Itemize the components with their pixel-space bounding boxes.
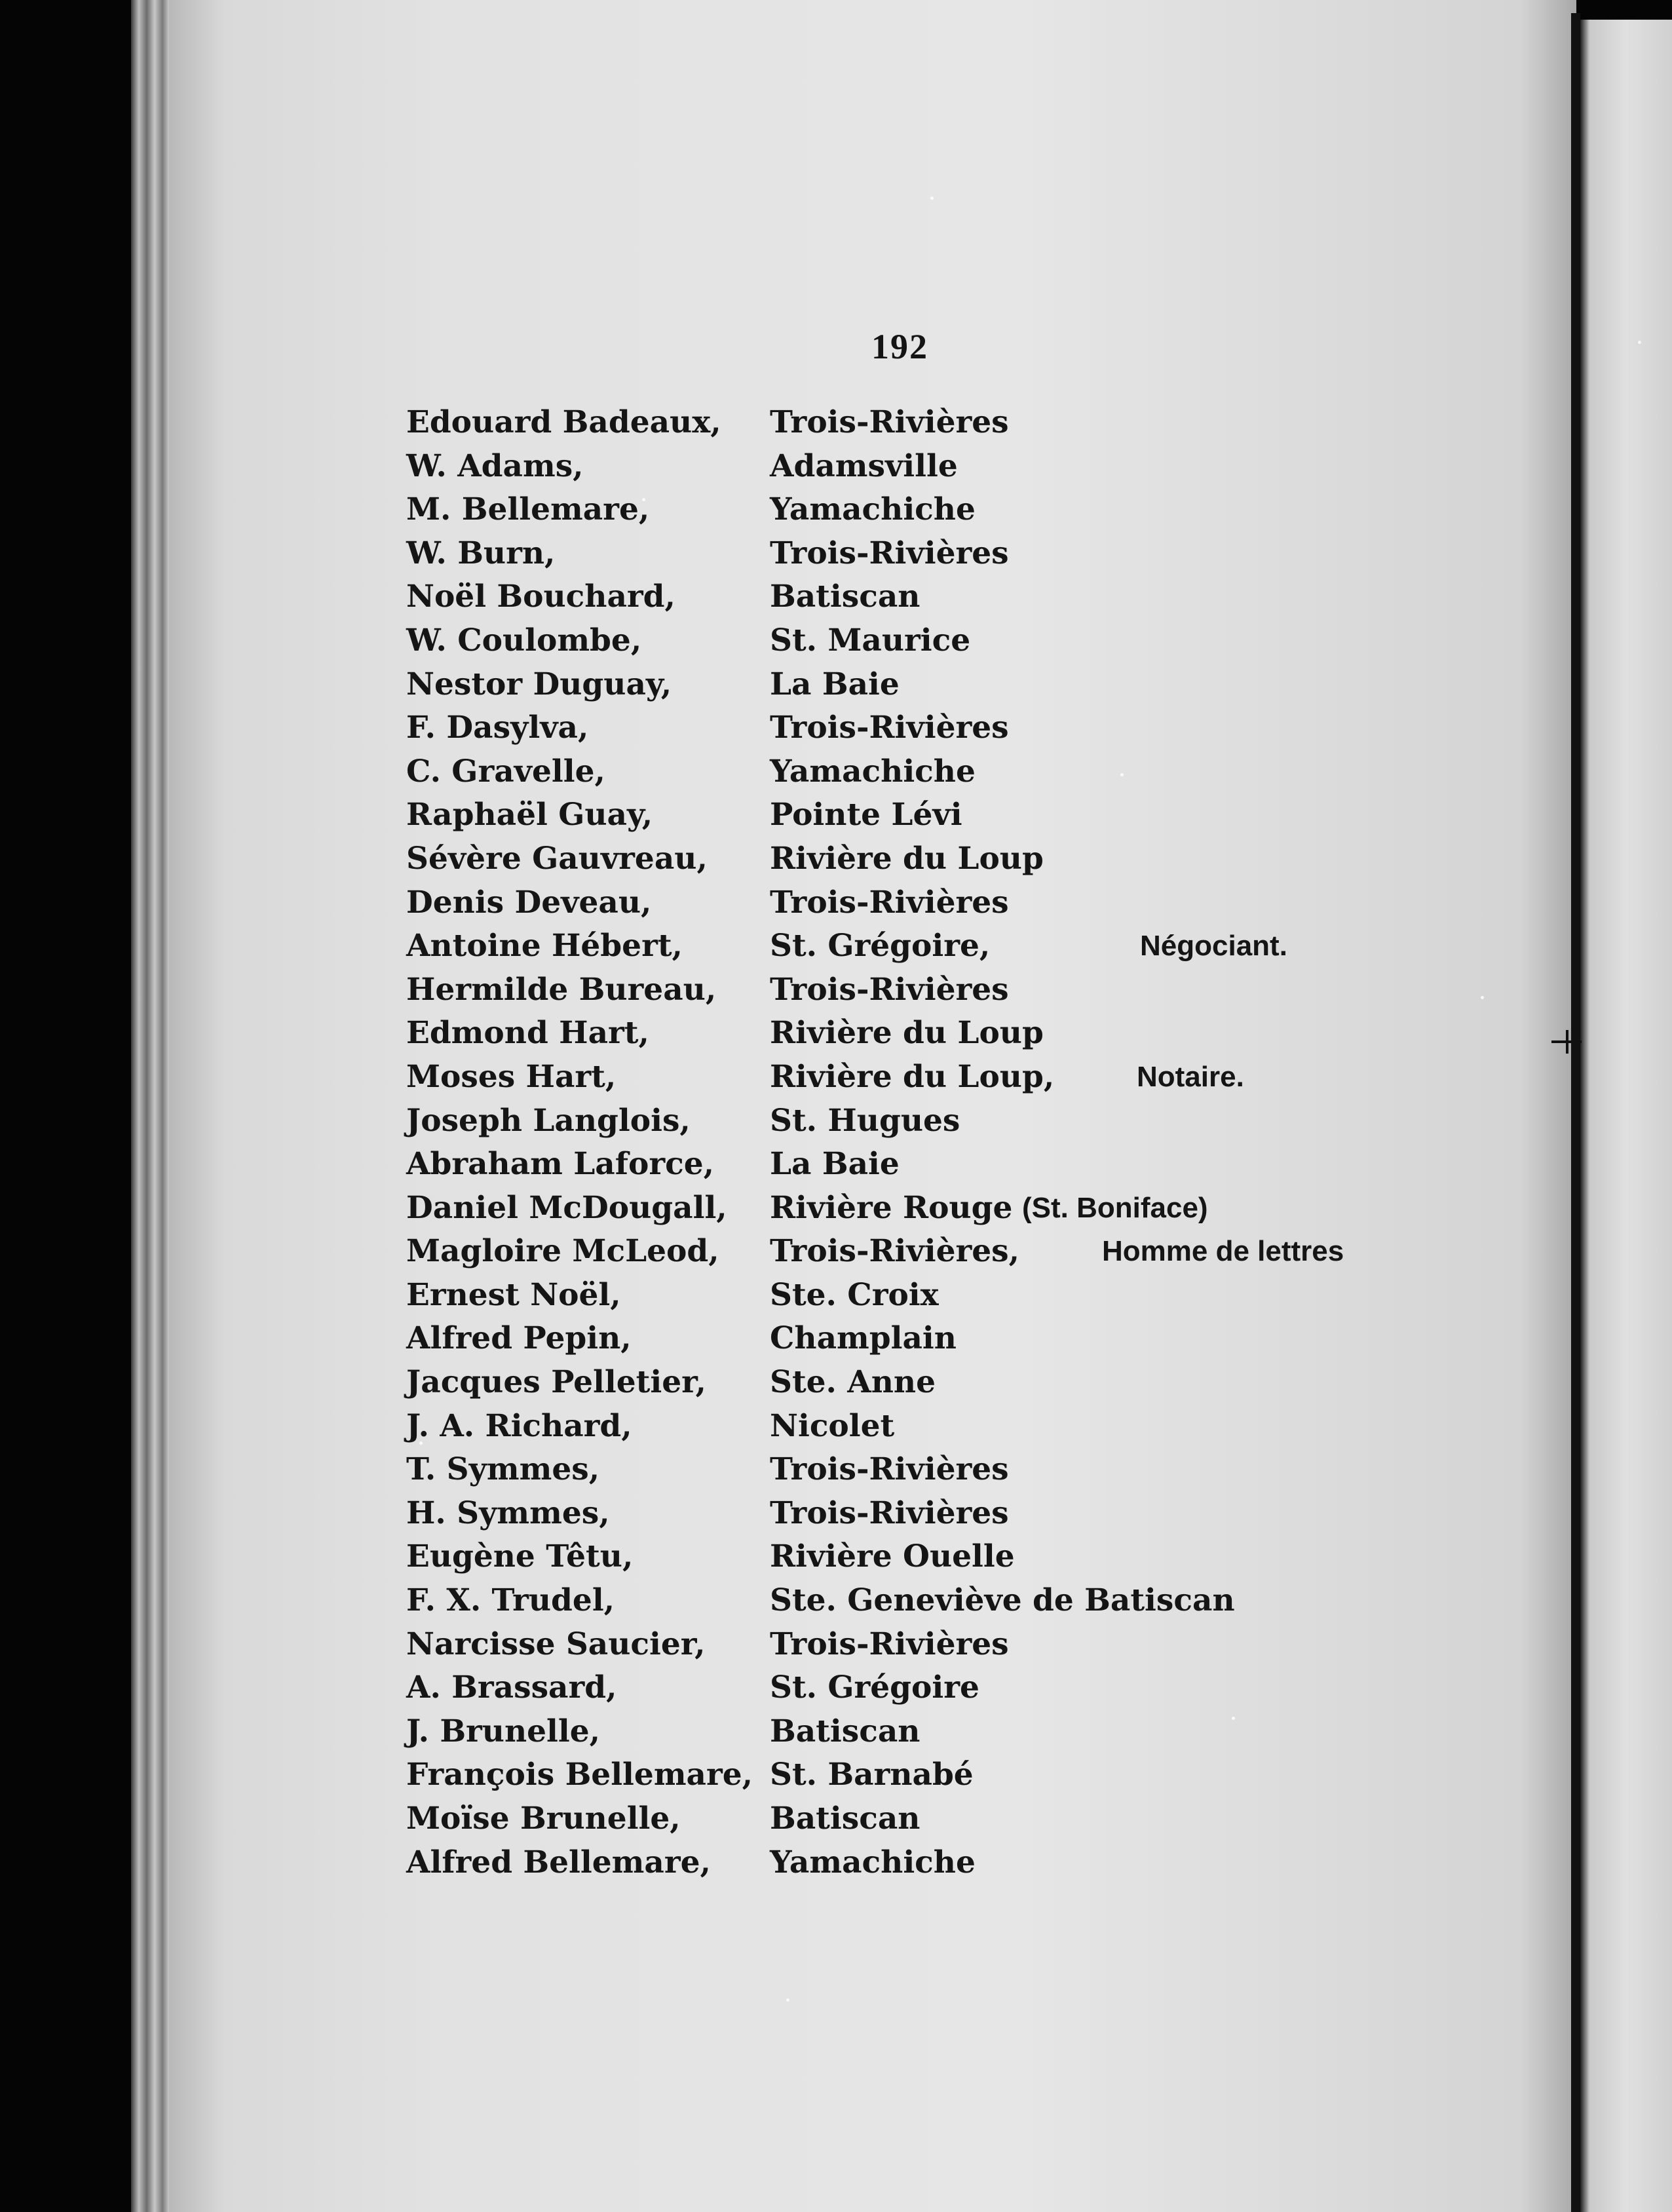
list-item bbox=[393, 1579, 1441, 1623]
person-name: Alfred Pepin, bbox=[406, 1320, 632, 1357]
list-item bbox=[393, 401, 1441, 445]
list-item bbox=[393, 1492, 1441, 1536]
residence-place: Trois-Rivières bbox=[770, 404, 1009, 440]
person-name: Jacques Pelletier, bbox=[406, 1364, 706, 1401]
person-name: Noël Bouchard, bbox=[406, 579, 675, 615]
person-name: Joseph Langlois, bbox=[406, 1102, 691, 1139]
person-name: Daniel McDougall, bbox=[406, 1189, 727, 1226]
list-item bbox=[393, 1056, 1441, 1099]
list-item bbox=[393, 1797, 1441, 1841]
residence-place: Trois-Rivières, bbox=[770, 1233, 1019, 1270]
residence-place: Trois-Rivières bbox=[770, 1626, 1009, 1662]
person-name: T. Symmes, bbox=[406, 1451, 600, 1488]
person-name: Moses Hart, bbox=[406, 1058, 617, 1095]
person-name: Alfred Bellemare, bbox=[406, 1844, 711, 1880]
residence-place: Rivière du Loup, bbox=[770, 1058, 1055, 1095]
list-item bbox=[393, 1841, 1441, 1885]
occupation-note: (St. Boniface) bbox=[1022, 1191, 1208, 1224]
person-name: W. Burn, bbox=[406, 535, 556, 571]
list-item bbox=[393, 925, 1441, 968]
list-item bbox=[393, 793, 1441, 837]
person-name: H. Symmes, bbox=[406, 1495, 610, 1531]
person-name: Moïse Brunelle, bbox=[406, 1801, 681, 1837]
residence-place: La Baie bbox=[770, 666, 900, 702]
person-name: Ernest Noël, bbox=[406, 1276, 621, 1313]
occupation-note: Négociant. bbox=[1140, 930, 1287, 963]
person-name: Magloire McLeod, bbox=[406, 1233, 719, 1270]
person-name: Hermilde Bureau, bbox=[406, 971, 717, 1008]
person-name: J. Brunelle, bbox=[406, 1713, 601, 1749]
person-name: A. Brassard, bbox=[406, 1669, 617, 1706]
residence-place: Trois-Rivières bbox=[770, 535, 1009, 571]
residence-place: Champlain bbox=[770, 1320, 957, 1357]
list-item bbox=[393, 619, 1441, 663]
list-item bbox=[393, 1448, 1441, 1492]
margin-tick-mark-vertical bbox=[1566, 1030, 1568, 1054]
list-item bbox=[393, 968, 1441, 1012]
list-item bbox=[393, 445, 1441, 489]
person-name: Abraham Laforce, bbox=[406, 1146, 714, 1183]
residence-place: Rivière Rouge bbox=[770, 1189, 1013, 1226]
residence-place: Yamachiche bbox=[770, 491, 976, 528]
residence-place: Ste. Anne bbox=[770, 1364, 936, 1401]
person-name: Edouard Badeaux, bbox=[406, 404, 721, 440]
list-item bbox=[393, 1753, 1441, 1797]
residence-place: La Baie bbox=[770, 1146, 900, 1183]
residence-place: Rivière du Loup bbox=[770, 840, 1044, 877]
list-item bbox=[393, 837, 1441, 881]
residence-place: Yamachiche bbox=[770, 1844, 976, 1880]
list-item bbox=[393, 1405, 1441, 1449]
person-name: Sévère Gauvreau, bbox=[406, 840, 708, 877]
person-name: Narcisse Saucier, bbox=[406, 1626, 706, 1662]
list-item bbox=[393, 1012, 1441, 1056]
list-item bbox=[393, 881, 1441, 925]
person-name: Eugène Têtu, bbox=[406, 1538, 634, 1575]
person-name: C. Gravelle, bbox=[406, 753, 605, 790]
list-item bbox=[393, 706, 1441, 750]
residence-place: St. Grégoire bbox=[770, 1669, 979, 1706]
list-item bbox=[393, 1535, 1441, 1579]
book-spine bbox=[131, 0, 170, 2212]
occupation-note: Homme de lettres bbox=[1102, 1235, 1344, 1268]
page-number: 192 bbox=[871, 327, 928, 366]
person-name: F. X. Trudel, bbox=[406, 1582, 615, 1619]
list-item bbox=[393, 1099, 1441, 1143]
residence-place: Yamachiche bbox=[770, 753, 976, 790]
page-gutter-divider bbox=[1571, 13, 1580, 2212]
list-item bbox=[393, 532, 1441, 576]
occupation-note: Notaire. bbox=[1137, 1060, 1244, 1093]
residence-place: Rivière du Loup bbox=[770, 1015, 1044, 1052]
residence-place: St. Hugues bbox=[770, 1102, 960, 1139]
person-name: Denis Deveau, bbox=[406, 884, 652, 921]
residence-place: Trois-Rivières bbox=[770, 1495, 1009, 1531]
list-item bbox=[393, 1187, 1441, 1230]
list-item bbox=[393, 1623, 1441, 1667]
person-name: M. Bellemare, bbox=[406, 491, 650, 528]
list-item bbox=[393, 1230, 1441, 1274]
residence-place: Adamsville bbox=[770, 448, 958, 484]
residence-place: St. Grégoire, bbox=[770, 928, 991, 964]
residence-place: Batiscan bbox=[770, 1713, 921, 1749]
residence-place: St. Maurice bbox=[770, 622, 971, 658]
person-name: W. Adams, bbox=[406, 448, 584, 484]
residence-place: Batiscan bbox=[770, 579, 921, 615]
names-places-list bbox=[393, 401, 1441, 1884]
list-item bbox=[393, 1274, 1441, 1318]
residence-place: Pointe Lévi bbox=[770, 797, 962, 833]
person-name: J. A. Richard, bbox=[406, 1407, 632, 1444]
person-name: F. Dasylva, bbox=[406, 710, 589, 746]
residence-place: Batiscan bbox=[770, 1801, 921, 1837]
residence-place: Trois-Rivières bbox=[770, 884, 1009, 921]
list-item bbox=[393, 663, 1441, 707]
list-item bbox=[393, 575, 1441, 619]
list-item bbox=[393, 1710, 1441, 1754]
person-name: François Bellemare, bbox=[406, 1757, 753, 1793]
person-name: Nestor Duguay, bbox=[406, 666, 672, 702]
adjacent-page-edge bbox=[1580, 20, 1672, 2212]
list-item bbox=[393, 1666, 1441, 1710]
residence-place: Rivière Ouelle bbox=[770, 1538, 1015, 1575]
residence-place: Trois-Rivières bbox=[770, 1451, 1009, 1488]
residence-place: Trois-Rivières bbox=[770, 710, 1009, 746]
list-item bbox=[393, 750, 1441, 794]
person-name: Raphaël Guay, bbox=[406, 797, 653, 833]
residence-place: Nicolet bbox=[770, 1407, 895, 1444]
list-item bbox=[393, 1361, 1441, 1405]
person-name: W. Coulombe, bbox=[406, 622, 642, 658]
residence-place: Ste. Geneviève de Batiscan bbox=[770, 1582, 1235, 1619]
residence-place: St. Barnabé bbox=[770, 1757, 974, 1793]
list-item bbox=[393, 1143, 1441, 1187]
list-item bbox=[393, 1317, 1441, 1361]
residence-place: Trois-Rivières bbox=[770, 971, 1009, 1008]
list-item bbox=[393, 488, 1441, 532]
residence-place: Ste. Croix bbox=[770, 1276, 939, 1313]
person-name: Antoine Hébert, bbox=[406, 928, 683, 964]
person-name: Edmond Hart, bbox=[406, 1015, 649, 1052]
